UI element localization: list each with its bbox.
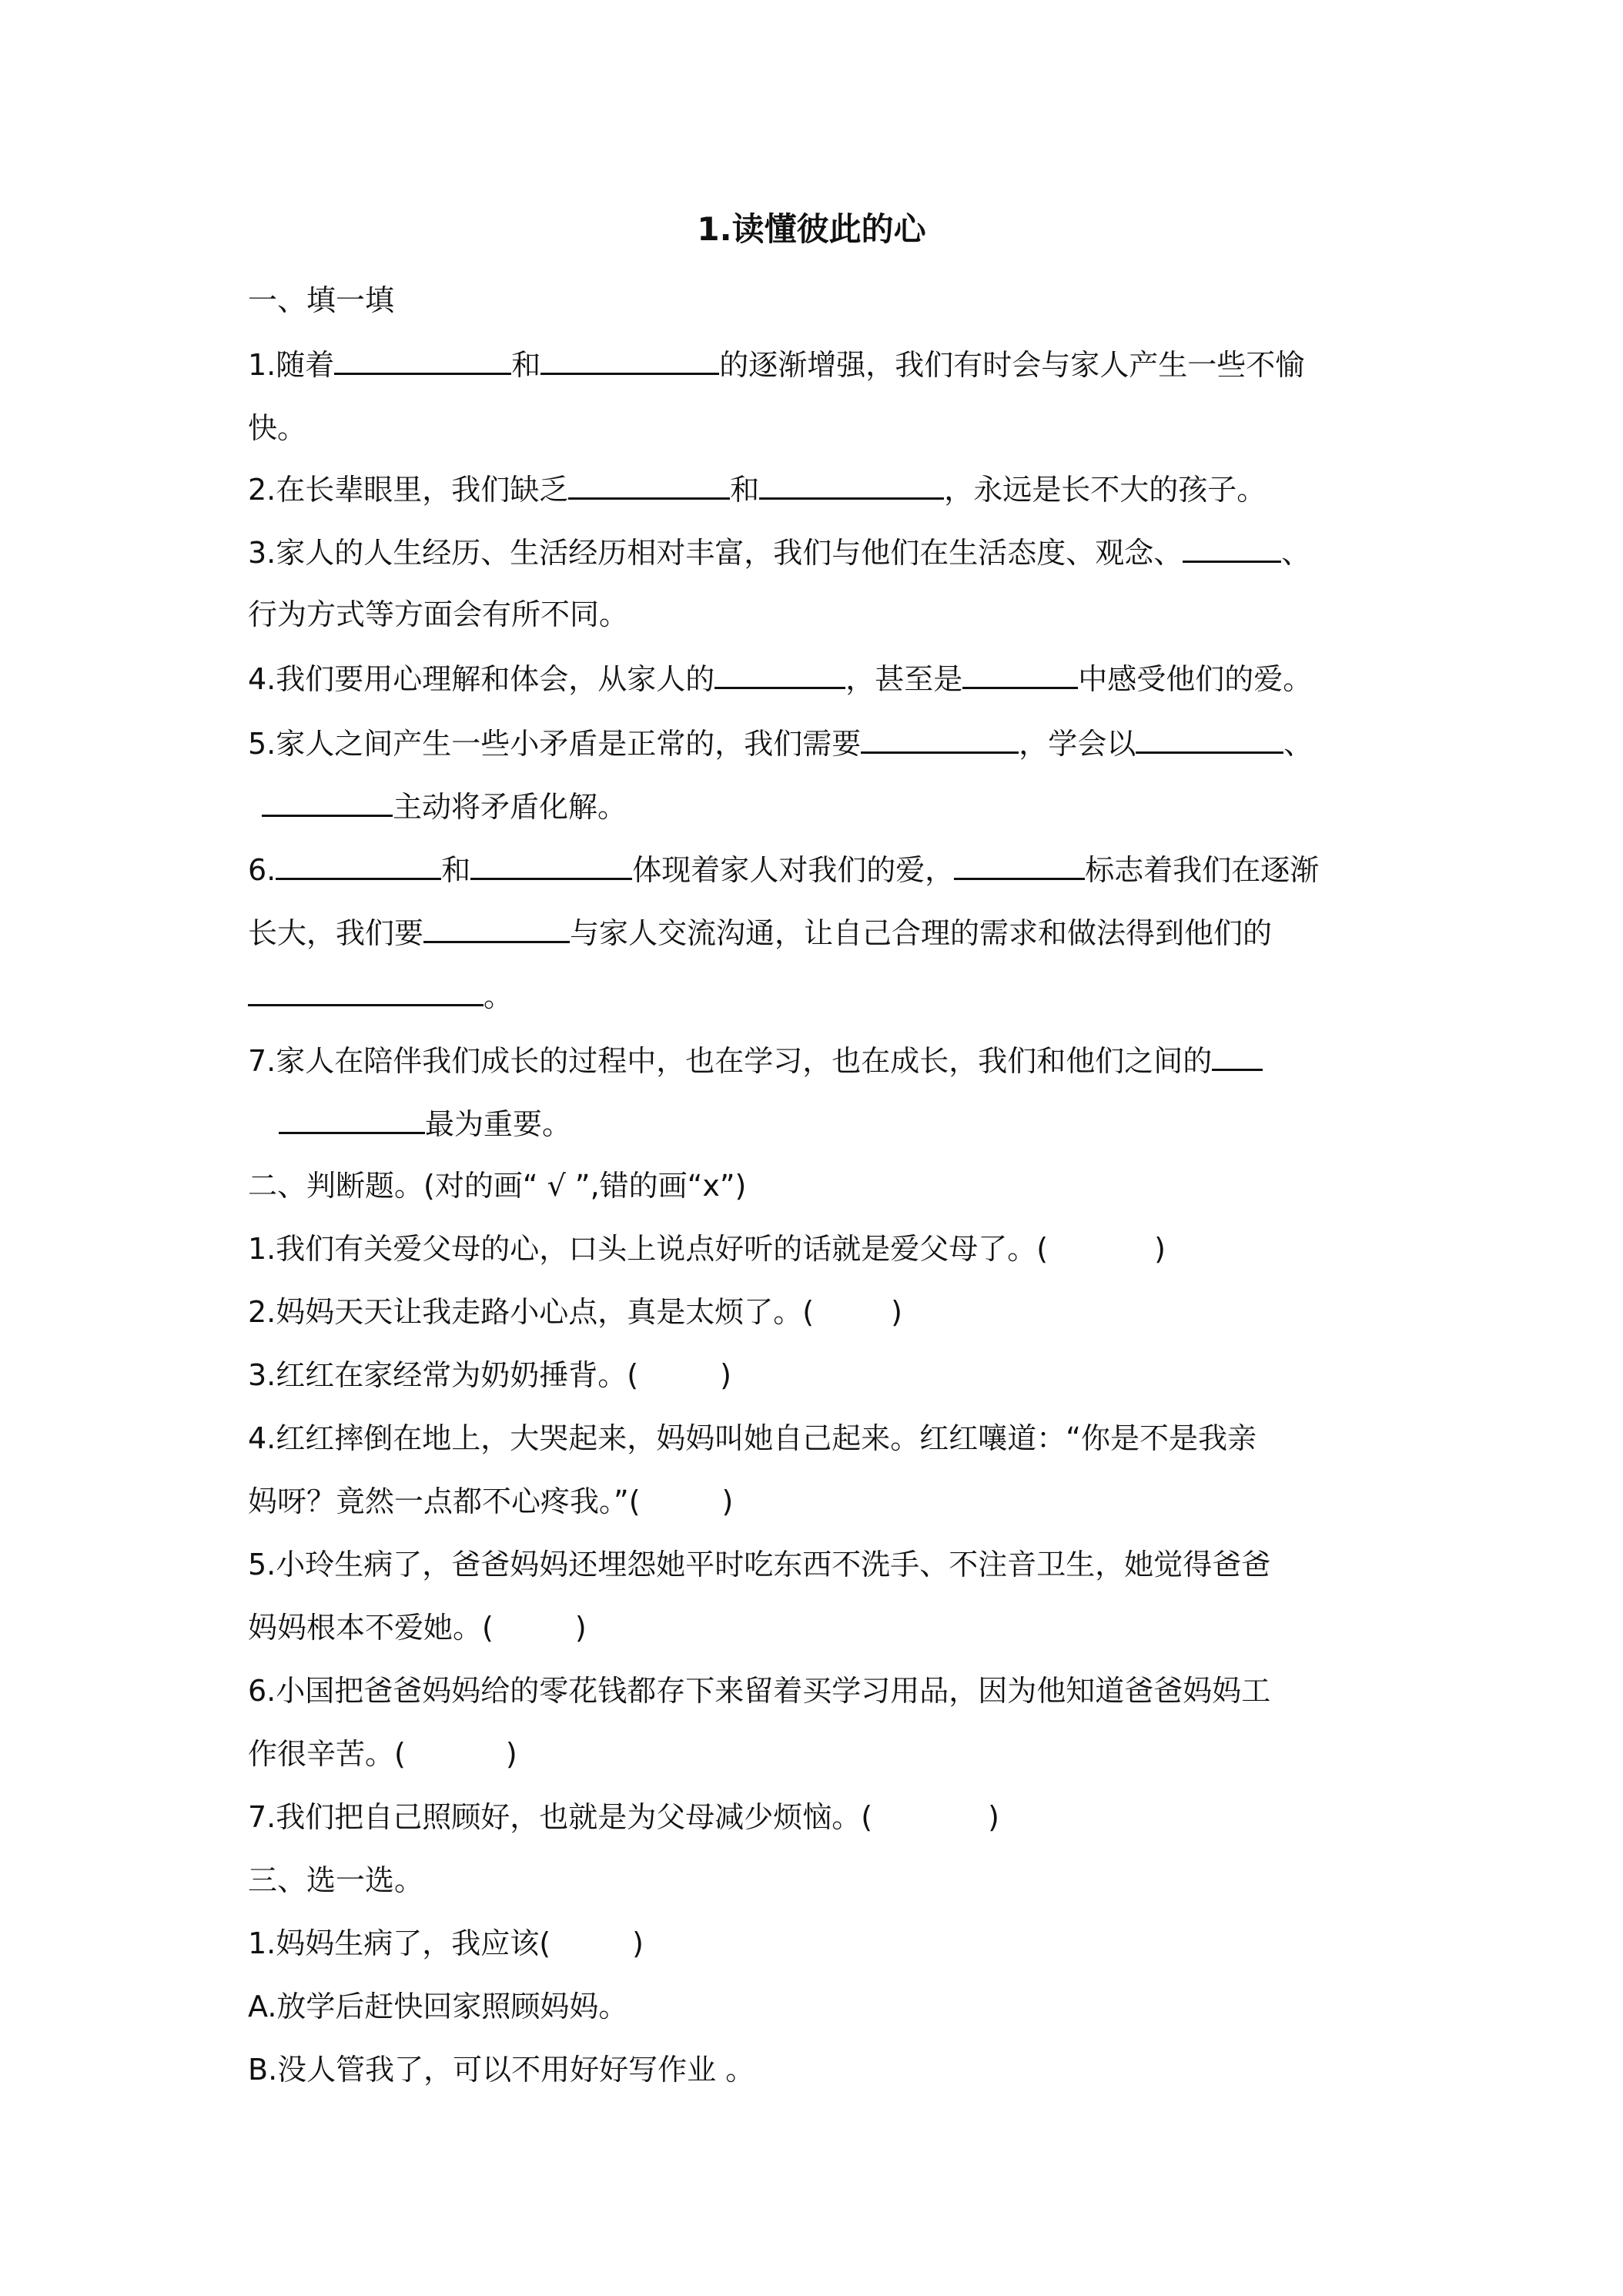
choice-option-b: B.没人管我了，可以不用好好写作业 。: [248, 2053, 755, 2087]
fill-question-7-cont: 最为重要。: [279, 1101, 571, 1146]
judge-item-3: 3.红红在家经常为奶奶捶背。( ): [248, 1358, 731, 1392]
page-title: 1.读懂彼此的心: [697, 210, 926, 248]
judge-item-4-cont: 妈呀？竟然一点都不心疼我。”( ): [248, 1484, 734, 1518]
answer-blank[interactable]: [714, 656, 845, 689]
section-heading-choose: 三、选一选。: [248, 1863, 424, 1897]
judge-item-1: 1.我们有关爱父母的心，口头上说点好听的话就是爱父母了。( ): [248, 1232, 1166, 1266]
answer-blank[interactable]: [279, 1101, 425, 1134]
judge-item-4: 4.红红摔倒在地上，大哭起来，妈妈叫她自己起来。红红嚷道：“你是不是我亲: [248, 1421, 1257, 1455]
answer-blank[interactable]: [334, 342, 511, 375]
fill-question-3: 3.家人的人生经历、生活经历相对丰富，我们与他们在生活态度、观念、 、: [248, 530, 1310, 574]
fill-question-5-cont: 主动将矛盾化解。: [262, 784, 627, 828]
fill-question-1: 1.随着 和 的逐渐增强，我们有时会与家人产生一些不愉: [248, 342, 1304, 387]
fill-question-6: 6. 和 体现着家人对我们的爱， 标志着我们在逐渐: [248, 847, 1319, 892]
section-heading-fill: 一、填一填: [248, 283, 395, 317]
answer-blank[interactable]: [1212, 1038, 1263, 1071]
answer-blank[interactable]: [759, 467, 944, 500]
answer-blank[interactable]: [1183, 530, 1281, 563]
answer-blank[interactable]: [540, 342, 719, 375]
answer-blank[interactable]: [248, 973, 484, 1006]
answer-blank[interactable]: [262, 784, 393, 817]
answer-blank[interactable]: [962, 656, 1078, 689]
fill-question-6-cont: 长大，我们要 与家人交流沟通，让自己合理的需求和做法得到他们的: [248, 910, 1272, 955]
answer-blank[interactable]: [568, 467, 730, 500]
judge-item-6: 6.小国把爸爸妈妈给的零花钱都存下来留着买学习用品，因为他知道爸爸妈妈工: [248, 1674, 1271, 1708]
fill-question-6-cont2: 。: [248, 973, 513, 1018]
fill-question-1-cont: 快。: [248, 411, 307, 445]
answer-blank[interactable]: [423, 910, 570, 943]
section-heading-judge: 二、判断题。(对的画“ √ ”,错的画“x”): [248, 1169, 747, 1203]
fill-question-3-cont: 行为方式等方面会有所不同。: [248, 597, 629, 631]
judge-item-5-cont: 妈妈根本不爱她。( ): [248, 1611, 587, 1645]
choice-question-1: 1.妈妈生病了，我应该( ): [248, 1926, 644, 1960]
answer-blank[interactable]: [276, 847, 441, 880]
choice-option-a: A.放学后赶快回家照顾妈妈。: [248, 1990, 628, 2023]
fill-question-7: 7.家人在陪伴我们成长的过程中，也在学习，也在成长，我们和他们之间的: [248, 1038, 1263, 1083]
answer-blank[interactable]: [1136, 721, 1283, 754]
fill-question-5: 5.家人之间产生一些小矛盾是正常的，我们需要 ，学会以 、: [248, 721, 1313, 765]
fill-question-4: 4.我们要用心理解和体会，从家人的 ，甚至是 中感受他们的爱。: [248, 656, 1312, 701]
answer-blank[interactable]: [954, 847, 1085, 880]
answer-blank[interactable]: [470, 847, 632, 880]
answer-blank[interactable]: [861, 721, 1019, 754]
judge-item-2: 2.妈妈天天让我走路小心点，真是太烦了。( ): [248, 1295, 902, 1329]
judge-item-5: 5.小玲生病了，爸爸妈妈还埋怨她平时吃东西不洗手、不注音卫生，她觉得爸爸: [248, 1548, 1271, 1581]
fill-question-2: 2.在长辈眼里，我们缺乏 和 ，永远是长不大的孩子。: [248, 467, 1266, 511]
judge-item-7: 7.我们把自己照顾好，也就是为父母减少烦恼。( ): [248, 1800, 999, 1834]
judge-item-6-cont: 作很辛苦。( ): [248, 1737, 517, 1771]
